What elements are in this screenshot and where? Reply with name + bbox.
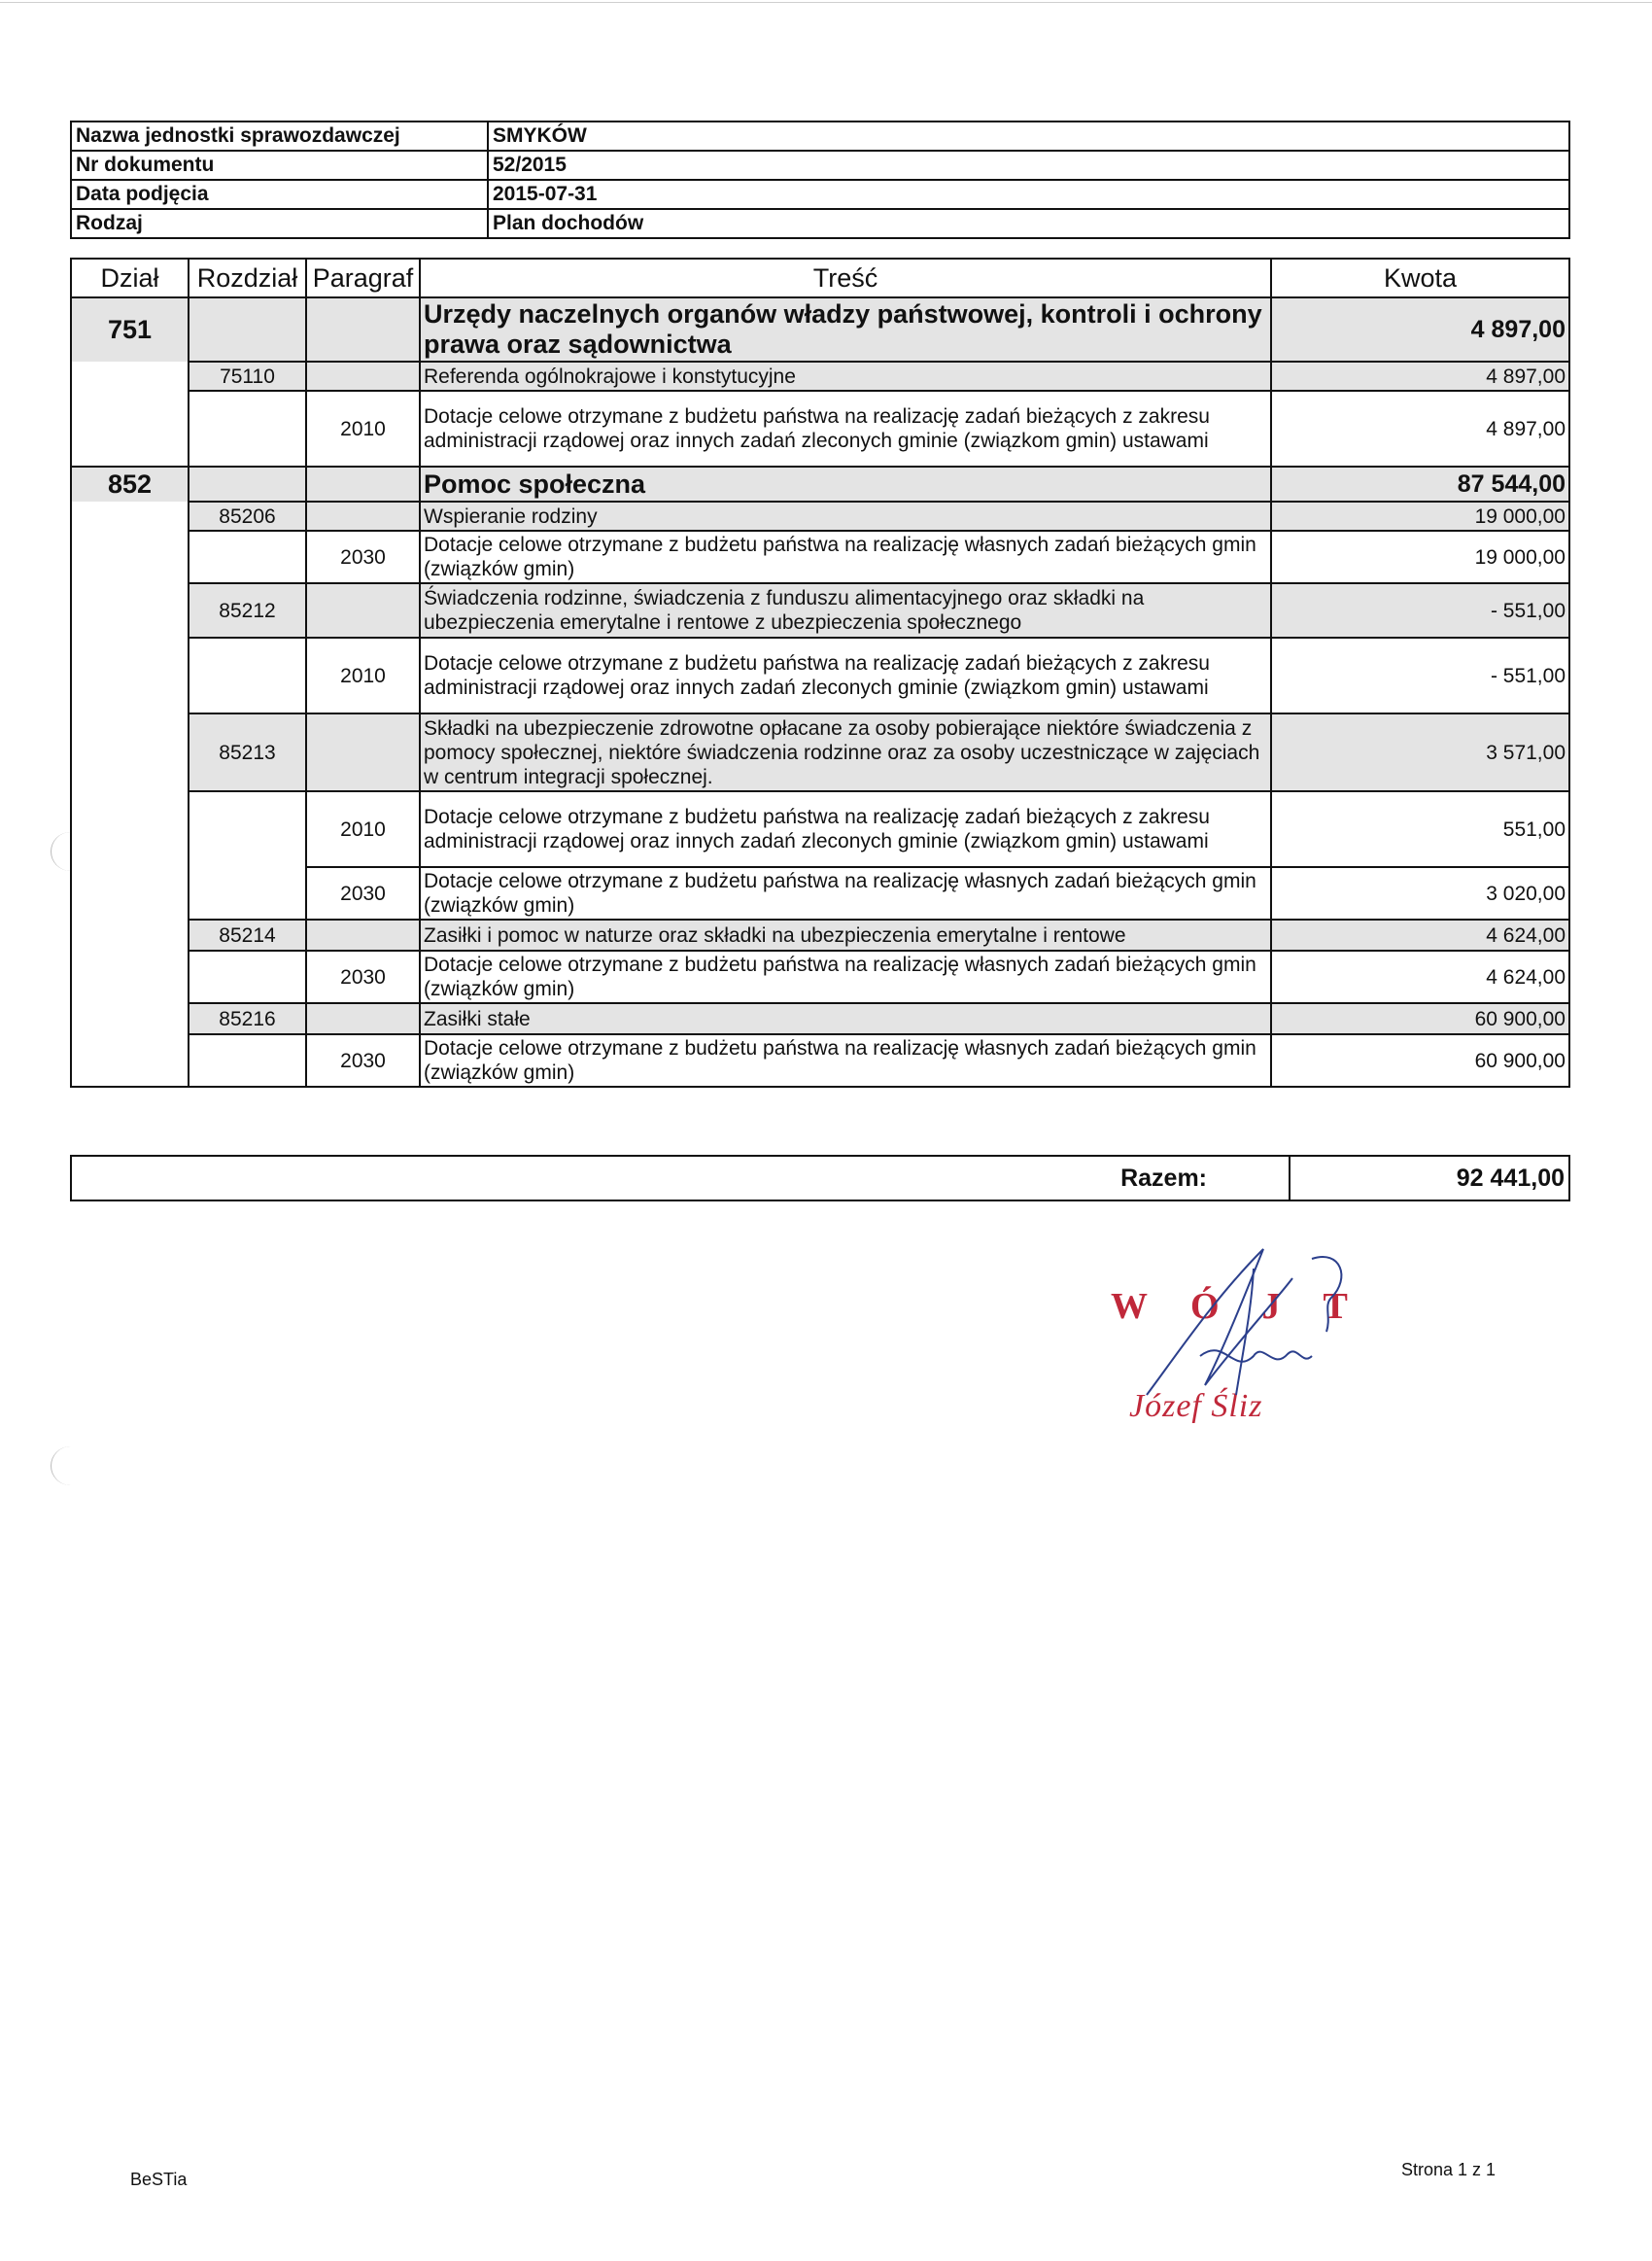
paragraph-amount: 4 624,00 <box>1271 951 1569 1003</box>
chapter-row <box>71 920 1569 951</box>
scan-edge <box>0 2 1652 3</box>
info-row-docnum <box>71 151 1569 180</box>
rozdzial-cell: 75110 <box>189 362 306 391</box>
chapter-row <box>71 713 1569 791</box>
empty-cell <box>306 362 420 391</box>
section-title: Pomoc społeczna <box>420 467 1271 502</box>
paragraph-title: Dotacje celowe otrzymane z budżetu państwa na realizację własnych zadań bieżących gmin (związków gmin) <box>420 531 1271 583</box>
paragraf-cell: 2010 <box>306 791 420 867</box>
paragraph-amount: 4 897,00 <box>1271 391 1569 467</box>
empty-cell <box>71 502 189 531</box>
paragraf-cell: 2030 <box>306 867 420 920</box>
empty-cell <box>71 713 189 791</box>
info-label: Nazwa jednostki sprawozdawczej <box>71 122 488 151</box>
paragraph-row <box>71 951 1569 1003</box>
total-value: 92 441,00 <box>1290 1156 1569 1200</box>
paragraf-cell: 2010 <box>306 391 420 467</box>
paragraph-row <box>71 791 1569 867</box>
empty-cell <box>71 1034 189 1087</box>
chapter-amount: 3 571,00 <box>1271 713 1569 791</box>
empty-cell <box>189 531 306 583</box>
empty-cell <box>189 638 306 713</box>
paragraph-amount: 19 000,00 <box>1271 531 1569 583</box>
paragraph-title: Dotacje celowe otrzymane z budżetu państwa na realizację zadań bieżących z zakresu administracji rządowej oraz innych zadań zleconych gminie (związkom gmin) ustawami <box>420 791 1271 867</box>
total-table <box>70 1155 1570 1201</box>
section-amount: 4 897,00 <box>1271 297 1569 362</box>
dzial-cell: 852 <box>71 467 189 502</box>
info-row-type <box>71 209 1569 238</box>
empty-cell <box>71 362 189 391</box>
paragraf-cell: 2030 <box>306 1034 420 1087</box>
empty-cell <box>306 920 420 951</box>
paragraph-row <box>71 867 1569 920</box>
rozdzial-cell: 85206 <box>189 502 306 531</box>
col-kwota: Kwota <box>1271 259 1569 297</box>
section-row <box>71 467 1569 502</box>
punch-hole-mark <box>51 832 90 871</box>
paragraph-title: Dotacje celowe otrzymane z budżetu państwa na realizację własnych zadań bieżących gmin (związków gmin) <box>420 951 1271 1003</box>
section-row <box>71 297 1569 362</box>
empty-cell <box>306 502 420 531</box>
info-label: Rodzaj <box>71 209 488 238</box>
chapter-amount: 4 897,00 <box>1271 362 1569 391</box>
paragraph-title: Dotacje celowe otrzymane z budżetu państwa na realizację zadań bieżących z zakresu administracji rządowej oraz innych zadań zleconych gminie (związkom gmin) ustawami <box>420 638 1271 713</box>
empty-cell <box>189 951 306 1003</box>
chapter-title: Zasiłki stałe <box>420 1003 1271 1034</box>
info-value: SMYKÓW <box>488 122 1569 151</box>
paragraph-row <box>71 391 1569 467</box>
empty-cell <box>306 713 420 791</box>
empty-cell <box>189 791 306 867</box>
chapter-amount: 4 624,00 <box>1271 920 1569 951</box>
paragraph-amount: 3 020,00 <box>1271 867 1569 920</box>
section-amount: 87 544,00 <box>1271 467 1569 502</box>
document-info-table <box>70 121 1570 239</box>
footer-software: BeSTia <box>130 2170 188 2189</box>
paragraf-cell: 2030 <box>306 951 420 1003</box>
rozdzial-cell: 85214 <box>189 920 306 951</box>
col-dzial: Dział <box>71 259 189 297</box>
paragraph-amount: - 551,00 <box>1271 638 1569 713</box>
empty-cell <box>189 1034 306 1087</box>
chapter-title: Zasiłki i pomoc w naturze oraz składki na ubezpieczenia emerytalne i rentowe <box>420 920 1271 951</box>
empty-cell <box>189 391 306 467</box>
col-rozdzial: Rozdział <box>189 259 306 297</box>
empty-cell <box>306 297 420 362</box>
chapter-title: Składki na ubezpieczenie zdrowotne opłacane za osoby pobierające niektóre świadczenia z pomocy społecznej, niektóre świadczenia rodzinne oraz za osoby uczestniczące w zajęciach w centrum integracji społecznej. <box>420 713 1271 791</box>
section-title: Urzędy naczelnych organów władzy państwowej, kontroli i ochrony prawa oraz sądownictwa <box>420 297 1271 362</box>
paragraph-title: Dotacje celowe otrzymane z budżetu państwa na realizację własnych zadań bieżących gmin (związków gmin) <box>420 1034 1271 1087</box>
signature-icon <box>1108 1239 1360 1414</box>
footer-page-number: Strona 1 z 1 <box>1401 2160 1497 2179</box>
empty-cell <box>71 867 189 920</box>
empty-cell <box>71 583 189 638</box>
paragraf-cell: 2030 <box>306 531 420 583</box>
chapter-title: Świadczenia rodzinne, świadczenia z funduszu alimentacyjnego oraz składki na ubezpieczenia emerytalne i rentowe z ubezpieczenia społecznego <box>420 583 1271 638</box>
info-row-unit <box>71 122 1569 151</box>
paragraph-amount: 551,00 <box>1271 791 1569 867</box>
chapter-amount: 19 000,00 <box>1271 502 1569 531</box>
paragraph-title: Dotacje celowe otrzymane z budżetu państwa na realizację zadań bieżących z zakresu administracji rządowej oraz innych zadań zleconych gminie (związkom gmin) ustawami <box>420 391 1271 467</box>
paragraph-title: Dotacje celowe otrzymane z budżetu państwa na realizację własnych zadań bieżących gmin (związków gmin) <box>420 867 1271 920</box>
chapter-row <box>71 1003 1569 1034</box>
info-value: 2015-07-31 <box>488 180 1569 209</box>
empty-cell <box>71 391 189 467</box>
info-label: Nr dokumentu <box>71 151 488 180</box>
paragraf-cell: 2010 <box>306 638 420 713</box>
empty-cell <box>306 467 420 502</box>
empty-cell <box>306 583 420 638</box>
paragraph-row <box>71 531 1569 583</box>
chapter-row <box>71 583 1569 638</box>
rozdzial-cell: 85213 <box>189 713 306 791</box>
empty-cell <box>306 1003 420 1034</box>
budget-table <box>70 258 1570 1088</box>
empty-cell <box>71 920 189 951</box>
stamp-title: WÓJT <box>1111 1286 1391 1327</box>
empty-cell <box>189 867 306 920</box>
paragraph-amount: 60 900,00 <box>1271 1034 1569 1087</box>
empty-cell <box>189 297 306 362</box>
info-value: Plan dochodów <box>488 209 1569 238</box>
chapter-amount: - 551,00 <box>1271 583 1569 638</box>
empty-cell <box>71 638 189 713</box>
paragraph-row <box>71 1034 1569 1087</box>
empty-cell <box>71 951 189 1003</box>
col-paragraf: Paragraf <box>306 259 420 297</box>
chapter-title: Referenda ogólnokrajowe i konstytucyjne <box>420 362 1271 391</box>
stamp-name: Józef Śliz <box>1129 1388 1263 1424</box>
empty-cell <box>189 467 306 502</box>
total-label: Razem: <box>71 1156 1290 1200</box>
info-label: Data podjęcia <box>71 180 488 209</box>
dzial-cell: 751 <box>71 297 189 362</box>
col-tresc: Treść <box>420 259 1271 297</box>
empty-cell <box>71 531 189 583</box>
chapter-row <box>71 362 1569 391</box>
punch-hole-mark <box>51 1446 90 1485</box>
rozdzial-cell: 85216 <box>189 1003 306 1034</box>
table-header <box>71 259 1569 297</box>
chapter-row <box>71 502 1569 531</box>
total-row <box>71 1156 1569 1200</box>
empty-cell <box>71 1003 189 1034</box>
chapter-amount: 60 900,00 <box>1271 1003 1569 1034</box>
paragraph-row <box>71 638 1569 713</box>
rozdzial-cell: 85212 <box>189 583 306 638</box>
chapter-title: Wspieranie rodziny <box>420 502 1271 531</box>
info-row-date <box>71 180 1569 209</box>
info-value: 52/2015 <box>488 151 1569 180</box>
